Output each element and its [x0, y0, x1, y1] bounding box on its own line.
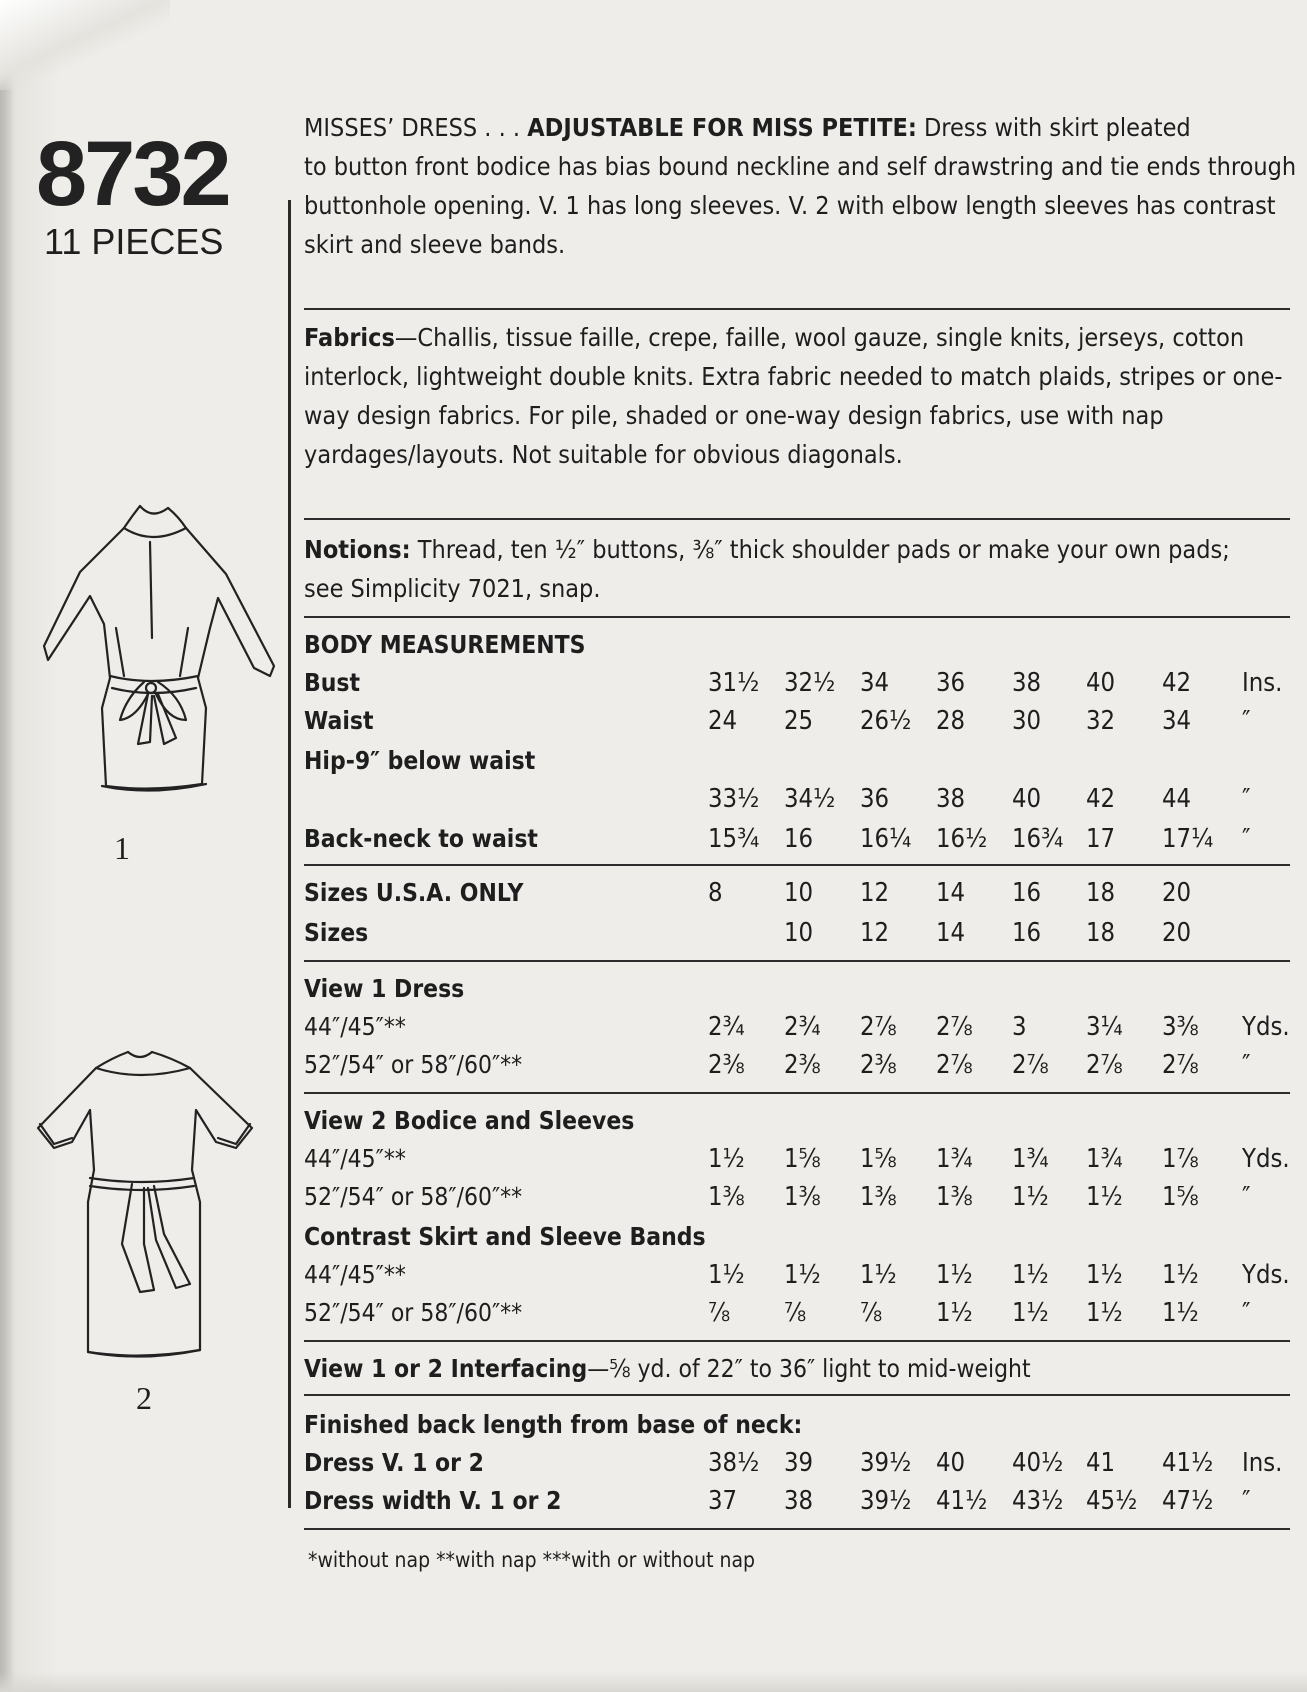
corner-crease [0, 0, 170, 90]
table-cell: 38 [1012, 668, 1042, 698]
unit-label: ″ [1242, 706, 1251, 736]
table-cell: 1½ [1086, 1182, 1123, 1212]
view-1-row-44: 44″/45″** 2¾ 2¾ 2⅞ 2⅞ 3 3¼ 3⅜ Yds. [304, 1008, 1294, 1046]
table-cell: 1½ [708, 1260, 745, 1290]
table-cell: 16 [1012, 878, 1042, 908]
table-cell: 39½ [860, 1448, 912, 1478]
divider [304, 518, 1290, 520]
table-cell: 2⅜ [784, 1050, 821, 1080]
table-cell: 30 [1012, 706, 1042, 736]
table-cell: 2⅞ [936, 1012, 973, 1042]
table-cell: 1½ [1012, 1182, 1049, 1212]
table-cell: 8 [708, 878, 723, 908]
divider [304, 960, 1290, 962]
table-cell: 2⅞ [860, 1012, 897, 1042]
unit-label: Ins. [1242, 1448, 1283, 1478]
description-line-2: to button front bodice has bias bound neckline and self drawstring and tie ends through [304, 152, 1297, 181]
description-line-3: buttonhole opening. V. 1 has long sleeves. V. 2 with elbow length sleeves has contrast [304, 191, 1276, 220]
unit-label: Ins. [1242, 668, 1283, 698]
table-cell: 1⅜ [936, 1182, 973, 1212]
hip-row [304, 780, 1294, 818]
table-cell: 1½ [708, 1144, 745, 1174]
unit-label: Yds. [1242, 1144, 1290, 1174]
table-cell: 1½ [936, 1298, 973, 1328]
fold-shadow [0, 0, 14, 1692]
table-cell: 2¾ [784, 1012, 821, 1042]
table-cell: 1¾ [936, 1144, 973, 1174]
contrast-heading: Contrast Skirt and Sleeve Bands [304, 1222, 706, 1251]
divider [304, 1394, 1290, 1396]
view-2-dress-sketch [32, 1044, 262, 1362]
divider [304, 616, 1290, 618]
table-cell: ⅞ [860, 1298, 883, 1328]
table-cell: 37 [708, 1486, 738, 1516]
finished-length-row: Dress V. 1 or 2 38½ 39 39½ 40 40½ 41 41½ Ins. [304, 1444, 1294, 1482]
hip-label-row: Hip-9″ below waist [304, 746, 536, 775]
table-cell: 18 [1086, 918, 1116, 948]
divider [304, 1092, 1290, 1094]
table-cell: 40 [936, 1448, 966, 1478]
interfacing-text: —⅝ yd. of 22″ to 36″ light to mid-weight [587, 1354, 1031, 1383]
table-cell: 38½ [708, 1448, 760, 1478]
table-cell: 3 [1012, 1012, 1027, 1042]
contrast-row-44: 44″/45″** 1½ 1½ 1½ 1½ 1½ 1½ 1½ Yds. [304, 1256, 1294, 1294]
table-cell: 38 [936, 784, 966, 814]
table-cell: 40 [1012, 784, 1042, 814]
divider [304, 1340, 1290, 1342]
pattern-number: 8732 [36, 123, 229, 225]
table-cell: 25 [784, 706, 814, 736]
table-cell: 32 [1086, 706, 1116, 736]
fabrics: Fabrics—Challis, tissue faille, crepe, faille, wool gauze, single knits, jerseys, cotton interlock, lightweight double knits. Extra fabric needed to match plaids, stripes or one- way design fabrics. For pile, shaded or one-way design fabrics, use with nap yardages/layouts. Not suitable for obvious diagonals. [304, 323, 1283, 469]
description-line-4: skirt and sleeve bands. [304, 230, 566, 259]
table-cell: 16¾ [1012, 824, 1064, 854]
table-cell: 36 [860, 784, 890, 814]
table-cell: 1½ [1012, 1298, 1049, 1328]
table-cell: 12 [860, 878, 890, 908]
table-cell: 1½ [1012, 1260, 1049, 1290]
footnote: *without nap **with nap ***with or without nap [308, 1548, 756, 1572]
divider [304, 864, 1290, 866]
table-cell: 36 [936, 668, 966, 698]
waist-row: Waist 24 25 26½ 28 30 32 34 ″ [304, 702, 1294, 740]
notions-label: Notions: [304, 535, 411, 564]
table-cell: 16 [1012, 918, 1042, 948]
table-cell: 12 [860, 918, 890, 948]
table-cell: 1½ [936, 1260, 973, 1290]
table-cell: 2⅞ [936, 1050, 973, 1080]
table-cell: 34 [860, 668, 890, 698]
table-cell: 24 [708, 706, 738, 736]
description-emphasis: ADJUSTABLE FOR MISS PETITE: [527, 113, 917, 142]
table-cell: 47½ [1162, 1486, 1214, 1516]
table-cell: ⅞ [708, 1298, 731, 1328]
table-cell: 20 [1162, 918, 1192, 948]
table-cell: 40½ [1012, 1448, 1064, 1478]
body-measurements-heading: BODY MEASUREMENTS [304, 630, 586, 659]
table-cell: 16 [784, 824, 814, 854]
view-2-heading: View 2 Bodice and Sleeves [304, 1106, 635, 1135]
table-cell: 2¾ [708, 1012, 745, 1042]
table-cell: 39½ [860, 1486, 912, 1516]
table-cell: 41½ [936, 1486, 988, 1516]
view-2-label: 2 [136, 1380, 152, 1416]
table-cell: 26½ [860, 706, 912, 736]
finished-width-row: Dress width V. 1 or 2 37 38 39½ 41½ 43½ 45½ 47½ ″ [304, 1482, 1294, 1520]
table-cell: 44 [1162, 784, 1192, 814]
table-cell: 2⅞ [1086, 1050, 1123, 1080]
table-cell: 16½ [936, 824, 988, 854]
table-cell: 1½ [1086, 1298, 1123, 1328]
table-cell: 32½ [784, 668, 836, 698]
table-cell: 42 [1086, 784, 1116, 814]
table-cell: 1½ [1162, 1298, 1199, 1328]
interfacing-label: View 1 or 2 Interfacing [304, 1354, 588, 1383]
view-1-label: 1 [114, 830, 130, 866]
table-cell: 20 [1162, 878, 1192, 908]
table-cell: 1⅝ [860, 1144, 897, 1174]
table-cell: 1⅜ [784, 1182, 821, 1212]
sizes-usa-row: Sizes U.S.A. ONLY 8 10 12 14 16 18 20 [304, 874, 1294, 912]
view-1-row-52: 52″/54″ or 58″/60″** 2⅜ 2⅜ 2⅜ 2⅞ 2⅞ 2⅞ 2⅞ ″ [304, 1046, 1294, 1084]
unit-label: ″ [1242, 1050, 1251, 1080]
table-cell: 33½ [708, 784, 760, 814]
table-cell: 17¼ [1162, 824, 1214, 854]
table-cell: 31½ [708, 668, 760, 698]
table-cell: 14 [936, 918, 966, 948]
table-cell: 34 [1162, 706, 1192, 736]
bust-row: Bust 31½ 32½ 34 36 38 40 42 Ins. [304, 664, 1294, 702]
description-line-1: MISSES’ DRESS . . . ADJUSTABLE FOR MISS PETITE: Dress with skirt pleated [304, 113, 1191, 142]
interfacing-row [304, 1350, 1304, 1388]
table-cell: 17 [1086, 824, 1116, 854]
table-cell: 34½ [784, 784, 836, 814]
table-cell: 45½ [1086, 1486, 1138, 1516]
unit-label: Yds. [1242, 1260, 1290, 1290]
table-cell: 18 [1086, 878, 1116, 908]
table-cell: 1⅝ [1162, 1182, 1199, 1212]
view-2-row-52: 52″/54″ or 58″/60″** 1⅜ 1⅜ 1⅜ 1⅜ 1½ 1½ 1⅝ ″ [304, 1178, 1294, 1216]
table-cell: 1½ [1162, 1260, 1199, 1290]
table-cell: 10 [784, 918, 814, 948]
table-cell: 1⅞ [1162, 1144, 1199, 1174]
fabrics-label: Fabrics [304, 323, 395, 352]
table-cell: 1¾ [1012, 1144, 1049, 1174]
sizes-row: Sizes 10 12 14 16 18 20 [304, 914, 1294, 952]
table-cell: 3¼ [1086, 1012, 1123, 1042]
table-cell: 16¼ [860, 824, 912, 854]
unit-label: Yds. [1242, 1012, 1290, 1042]
contrast-row-52: 52″/54″ or 58″/60″** ⅞ ⅞ ⅞ 1½ 1½ 1½ 1½ ″ [304, 1294, 1294, 1332]
finished-heading: Finished back length from base of neck: [304, 1410, 803, 1439]
table-cell: 1⅜ [708, 1182, 745, 1212]
table-cell: 2⅞ [1162, 1050, 1199, 1080]
pieces-count: 11 PIECES [44, 221, 224, 262]
table-cell: 14 [936, 878, 966, 908]
table-cell: 1½ [784, 1260, 821, 1290]
divider [304, 308, 1290, 310]
unit-label: ″ [1242, 1486, 1251, 1516]
view-1-dress-sketch [40, 498, 280, 816]
table-cell: 15¾ [708, 824, 760, 854]
unit-label: ″ [1242, 1298, 1251, 1328]
table-cell: 38 [784, 1486, 814, 1516]
table-cell: 10 [784, 878, 814, 908]
table-cell: 1⅝ [784, 1144, 821, 1174]
back-neck-row: Back-neck to waist 15¾ 16 16¼ 16½ 16¾ 17 17¼ ″ [304, 820, 1294, 858]
table-cell: 1⅜ [860, 1182, 897, 1212]
unit-label: ″ [1242, 784, 1251, 814]
unit-label: ″ [1242, 824, 1251, 854]
notions: Notions: Thread, ten ½″ buttons, ⅜″ thick shoulder pads or make your own pads; see Simplicity 7021, snap. [304, 535, 1230, 603]
table-cell: 41 [1086, 1448, 1116, 1478]
description [304, 108, 1297, 264]
view-1-heading: View 1 Dress [304, 974, 465, 1003]
table-cell: 43½ [1012, 1486, 1064, 1516]
view-2-row-44: 44″/45″** 1½ 1⅝ 1⅝ 1¾ 1¾ 1¾ 1⅞ Yds. [304, 1140, 1294, 1178]
table-cell: ⅞ [784, 1298, 807, 1328]
column-divider [288, 200, 291, 1508]
divider [304, 1528, 1290, 1530]
table-cell: 2⅞ [1012, 1050, 1049, 1080]
table-cell: 3⅜ [1162, 1012, 1199, 1042]
bottom-edge [0, 1672, 1307, 1692]
table-cell: 2⅜ [708, 1050, 745, 1080]
table-cell: 28 [936, 706, 966, 736]
table-cell: 39 [784, 1448, 814, 1478]
table-cell: 1¾ [1086, 1144, 1123, 1174]
table-cell: 42 [1162, 668, 1192, 698]
table-cell: 41½ [1162, 1448, 1214, 1478]
table-cell: 1½ [860, 1260, 897, 1290]
table-cell: 1½ [1086, 1260, 1123, 1290]
table-cell: 2⅜ [860, 1050, 897, 1080]
unit-label: ″ [1242, 1182, 1251, 1212]
table-cell: 40 [1086, 668, 1116, 698]
